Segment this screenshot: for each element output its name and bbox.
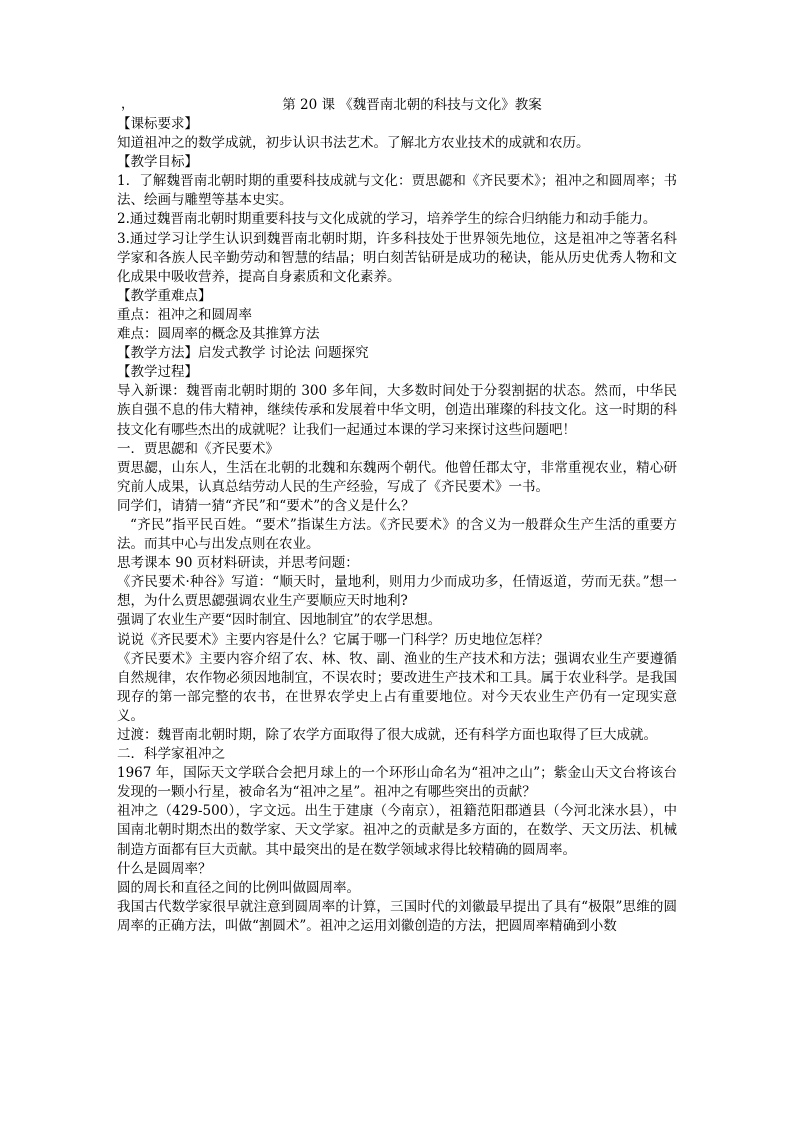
section-heading-process: 【教学过程】: [117, 364, 198, 381]
corner-mark: ，: [121, 97, 135, 112]
quote-paragraph: 《齐民要术·种谷》写道：“顺天时，量地利，则用力少而成功多，任情返道，劳而无获。”想一想，为什么贾思勰强调农业生产要顺应天时地利?: [117, 574, 677, 610]
pi-history-paragraph: 我国古代数学家很早就注意到圆周率的计算，三国时代的刘徽最早提出了具有“极限”思维的圆周率的正确方法，叫做“割圆术”。祖冲之运用刘徽创造的方法，把圆周率精确到小数: [117, 898, 677, 934]
lesson-plan-page: [117, 96, 677, 936]
transition-line: 过渡：魏晋南北朝时期，除了农学方面取得了很大成就，还有科学方面也取得了巨大成就。: [117, 727, 657, 743]
teaching-methods: 【教学方法】启发式教学 讨论法 问题探究: [117, 345, 369, 362]
key-point: 重点：祖冲之和圆周率: [117, 306, 252, 323]
objective-3: 3.通过学习让学生认识到魏晋南北朝时期，许多科技处于世界领先地位，这是祖冲之等著名科学家和各族人民辛勤劳动和智慧的结晶；明白刻苦钻研是成功的秘诀，能从历史优秀人物和文化成果中吸收营养，提高自身素质和文化素养。: [117, 230, 677, 285]
subheading-zu-chongzhi: 二．科学家祖冲之: [117, 746, 225, 763]
answer-contents: 《齐民要术》主要内容介绍了农、林、牧、副、渔业的生产技术和方法；强调农业生产要遵循自然规律，农作物必须因地制宜，不误农时；要改进生产技术和工具。属于农业科学。是我国现存的第一部完整的农书，在世界农学史上占有重要地位。对今天农业生产仍有一定现实意义。: [117, 650, 677, 724]
document-title: 第 20 课 《魏晋南北朝的科技与文化》教案: [282, 97, 542, 113]
section-heading-objectives: 【教学目标】: [117, 154, 198, 171]
answer-pi: 圆的周长和直径之间的比例叫做圆周率。: [117, 879, 360, 896]
jia-sixie-paragraph: 贾思勰，山东人，生活在北朝的北魏和东魏两个朝代。他曾任郡太守，非常重视农业，精心研究前人成果，认真总结劳动人民的生产经验，写成了《齐民要术》一书。: [117, 459, 677, 495]
question-contents: 说说《齐民要术》主要内容是什么？它属于哪一门科学？历史地位怎样？: [117, 631, 549, 648]
answer-qimin-meaning: “齐民”指平民百姓。“要术”指谋生方法。《齐民要术》的含义为一般群众生产生活的重要方法。而其中心与出发点则在农业。: [117, 516, 677, 553]
section-heading-key-points: 【教学重难点】: [117, 287, 212, 304]
subheading-jia-sixie: 一．贾思勰和《齐民要术》: [117, 440, 279, 457]
zu-chongzhi-honors: 1967 年，国际天文学联合会把月球上的一个环形山命名为“祖冲之山”；紫金山天文台将该台发现的一颗小行星，被命名为“祖冲之星”。祖冲之有哪些突出的贡献？: [117, 765, 677, 801]
question-qimin-meaning: 同学们，请猜一猜“齐民”和“要术”的含义是什么？: [117, 497, 415, 514]
section-heading-curriculum: 【课标要求】: [117, 116, 198, 132]
objective-1: 1．了解魏晋南北朝时期的重要科技成就与文化：贾思勰和《齐民要术》；祖冲之和圆周率；书法、绘画与雕塑等基本史实。: [117, 173, 677, 209]
curriculum-text: 知道祖冲之的数学成就，初步认识书法艺术。了解北方农业技术的成就和农历。: [117, 135, 590, 152]
introduction-paragraph: 导入新课：魏晋南北朝时期的 300 多年间，大多数时间处于分裂割据的状态。然而，中华民族自强不息的伟大精神，继续传承和发展着中华文明，创造出璀璨的科技文化。这一时期的科技文化有哪些杰出的成就呢？让我们一起通过本课的学习来探讨这些问题吧！: [117, 383, 677, 438]
objective-2: 2.通过魏晋南北朝时期重要科技与文化成就的学习，培养学生的综合归纳能力和动手能力。: [117, 211, 657, 228]
zu-chongzhi-bio: 祖冲之（429-500），字文远。出生于建康（今南京），祖籍范阳郡遒县（今河北涞水县），中国南北朝时期杰出的数学家、天文学家。祖冲之的贡献是多方面的，在数学、天文历法、机械制造方面都有巨大贡献。其中最突出的是在数学领域求得比较精确的圆周率。: [117, 803, 677, 858]
reading-prompt: 思考课本 90 页材料研读，并思考问题：: [117, 555, 359, 572]
difficult-point: 难点：圆周率的概念及其推算方法: [117, 326, 320, 343]
question-pi: 什么是圆周率？: [117, 860, 212, 877]
answer-timing: 强调了农业生产要“因时制宜、因地制宜”的农学思想。: [117, 612, 442, 629]
